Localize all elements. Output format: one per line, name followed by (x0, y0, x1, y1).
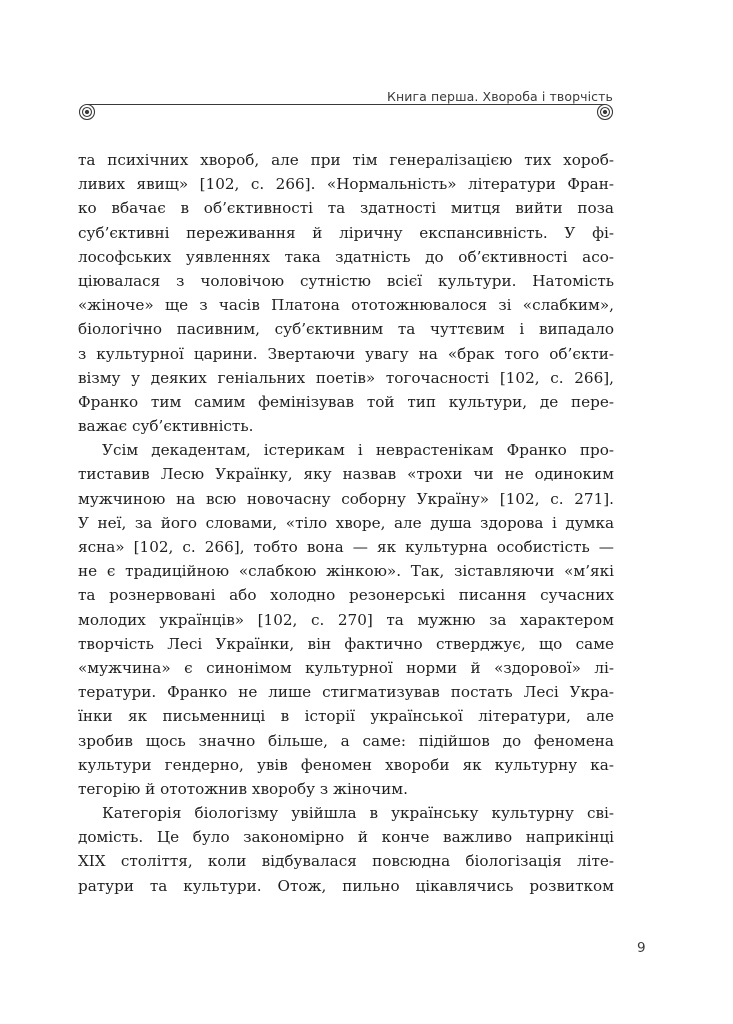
text-line: та психічних хвороб, але при тім генералізацією тих хороб- (78, 151, 614, 169)
text-line: творчість Лесі Українки, він фактично стверджує, що саме (78, 634, 614, 653)
text-line: не є традиційною «слабкою жінкою». Так, зіставляючи «м’які (78, 562, 614, 581)
running-head: Книга перша. Хвороба і творчість (387, 89, 613, 104)
text-line: XIX століття, коли відбувалася повсюдна біологізація літе- (78, 852, 614, 871)
text-line: ливих явищ» [102, с. 266]. «Нормальність» літератури Фран- (78, 175, 614, 194)
text-line: тиставив Лесю Українку, яку назвав «трохи чи не одиноким (78, 465, 614, 484)
page-number: 9 (637, 940, 646, 956)
text-line: біологічно пасивним, суб’єктивним та чуттєвим і випадало (78, 320, 614, 339)
text-line: лософських уявленнях така здатність до об’єктивності асо- (78, 247, 614, 266)
text-line: зробив щось значно більше, а саме: підійшов до феномена (78, 731, 614, 750)
text-line: Франко тим самим фемінізував той тип культури, де пере- (78, 392, 614, 411)
text-line: ко вбачає в об’єктивності та здатності митця вийти поза (78, 199, 614, 218)
header-rule (77, 102, 615, 120)
text-line: Категорія біологізму увійшла в українську культурну сві- (102, 804, 614, 823)
text-line: «мужчина» є синонімом культурної норми й «здорової» лі- (78, 658, 614, 677)
text-line: тегорію й ототожнив хворобу з жіночим. (78, 779, 408, 798)
text-line: ясна» [102, с. 266], тобто вона — як культурна особистість — (78, 538, 614, 556)
text-line: У неї, за його словами, «тіло хворе, але душа здорова і думка (78, 513, 614, 532)
spiral-ornament-right-icon (598, 105, 613, 120)
text-line: ратури та культури. Отож, пильно цікавлячись розвитком (78, 876, 614, 895)
text-line: тератури. Франко не лише стигматизував постать Лесі Укра- (78, 683, 614, 702)
text-line: з культурної царини. Звертаючи увагу на «брак того об’єкти- (78, 344, 614, 363)
text-line: їнки як письменниці в історії української літератури, але (78, 707, 614, 726)
text-line: важає суб’єктивність. (78, 417, 254, 436)
spiral-ornament-left-icon (80, 105, 95, 120)
text-line: ціювалася з чоловічою сутністю всієї культури. Натомість (78, 271, 614, 290)
text-line: та рознервовані або холодно резонерські писання сучасних (78, 586, 614, 605)
text-line: суб’єктивні переживання й ліричну експансивність. У фі- (78, 223, 614, 242)
text-line: Усім декадентам, істерикам і неврастенікам Франко про- (102, 441, 614, 460)
text-line: мужчиною на всю новочасну соборну Україну» [102, с. 271]. (78, 489, 614, 508)
text-line: візму у деяких геніальних поетів» тогочасності [102, с. 266], (78, 368, 614, 387)
body-text (78, 148, 614, 898)
text-line: «жіноче» ще з часів Платона ототожнювалося зі «слабким», (78, 296, 614, 315)
text-line: домість. Це було закономірно й конче важливо наприкінці (78, 828, 614, 847)
text-line: культури гендерно, увів феномен хвороби як культурну ка- (78, 755, 614, 774)
text-line: молодих українців» [102, с. 270] та мужню за характером (78, 610, 614, 629)
